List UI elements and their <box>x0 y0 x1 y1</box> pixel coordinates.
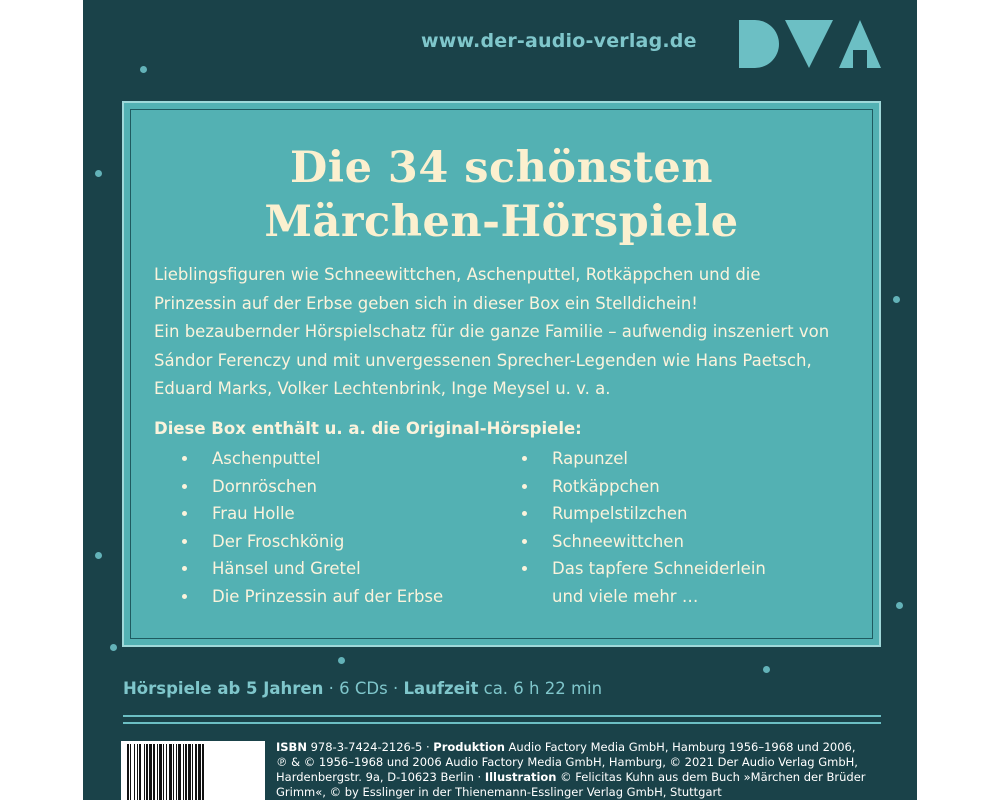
divider <box>123 722 881 724</box>
list-item-more: und viele mehr … <box>552 586 699 606</box>
barcode-bar <box>139 744 141 800</box>
barcode-bar <box>157 744 158 800</box>
legal-line: ℗ & © 1956–1968 und 2006 Audio Factory Media GmbH, Hamburg, © 2021 Der Audio Verlag GmbH, <box>276 755 858 769</box>
list-item: Dornröschen <box>172 473 443 501</box>
list-item: Rumpelstilzchen <box>512 500 766 528</box>
story-list-right <box>512 445 766 610</box>
list-item: Frau Holle <box>172 500 443 528</box>
description <box>154 261 854 404</box>
runtime-value: ca. 6 h 22 min <box>478 679 603 698</box>
barcode-bar <box>144 744 145 800</box>
bullet-icon <box>522 539 527 544</box>
bullet-icon <box>522 511 527 516</box>
legal-line: Grimm«, © by Esslinger in der Thienemann-Esslinger Verlag GmbH, Stuttgart <box>276 785 722 799</box>
box-contents-heading: Diese Box enthält u. a. die Original-Hörspiele: <box>154 419 582 438</box>
legal-line: Hardenbergstr. 9a, D-10623 Berlin · Illustration © Felicitas Kuhn aus dem Buch »Märchen der Brüder <box>276 770 866 784</box>
list-item: Hänsel und Gretel <box>172 555 443 583</box>
star-dot <box>95 552 102 559</box>
bullet-icon <box>522 456 527 461</box>
barcode-bar <box>185 744 187 800</box>
description-line: Ein bezaubernder Hörspielschatz für die ganze Familie – aufwendig inszeniert von <box>154 322 830 341</box>
barcode-bar <box>195 744 197 800</box>
barcode-icon <box>121 741 265 800</box>
bullet-icon <box>182 511 187 516</box>
title-line: Die 34 schönsten <box>289 143 714 193</box>
barcode-bar <box>188 744 191 800</box>
list-item: Schneewittchen <box>512 528 766 556</box>
bullet-icon <box>522 484 527 489</box>
cover-title <box>124 141 879 249</box>
barcode-bar <box>178 744 181 800</box>
bullet-icon <box>522 566 527 571</box>
list-item: Die Prinzessin auf der Erbse <box>172 583 443 611</box>
description-line: Sándor Ferenczy und mit unvergessenen Sprecher-Legenden wie Hans Paetsch, <box>154 350 812 370</box>
bullet-icon <box>182 456 187 461</box>
barcode-bar <box>127 744 129 800</box>
bullet-icon <box>182 484 187 489</box>
legal-line: ISBN 978-3-7424-2126-5 · Produktion Audio Factory Media GmbH, Hamburg 1956–1968 und 2006, <box>276 740 856 754</box>
bullet-icon <box>182 539 187 544</box>
star-dot <box>763 666 770 673</box>
bullet-icon <box>182 566 187 571</box>
barcode-bar <box>146 744 148 800</box>
barcode-bar <box>159 744 162 800</box>
barcode-bar <box>176 744 177 800</box>
barcode-bar <box>153 744 155 800</box>
bullet-icon <box>182 594 187 599</box>
title-line: Märchen-Hörspiele <box>264 197 739 247</box>
barcode-bar <box>169 744 172 800</box>
barcode-bar <box>134 744 135 800</box>
barcode-bar <box>192 744 193 800</box>
barcode-bar <box>149 744 152 800</box>
star-dot <box>338 657 345 664</box>
barcode-bar <box>137 744 138 800</box>
star-dot <box>95 170 102 177</box>
star-dot <box>110 644 117 651</box>
barcode-bar <box>173 744 174 800</box>
star-dot <box>140 66 147 73</box>
content-panel <box>122 101 881 647</box>
runtime-label: Laufzeit <box>403 679 479 698</box>
list-item: Aschenputtel <box>172 445 443 473</box>
description-line: Prinzessin auf der Erbse geben sich in dieser Box ein Stelldichein! <box>154 293 698 313</box>
legal-text <box>276 740 906 800</box>
list-item: Das tapfere Schneiderlein <box>512 555 766 583</box>
age-rating: Hörspiele ab 5 Jahren <box>123 679 324 698</box>
barcode-bar <box>130 744 131 800</box>
list-item: Der Froschkönig <box>172 528 443 556</box>
cd-count: 6 CDs <box>339 679 388 698</box>
star-dot <box>896 602 903 609</box>
divider <box>123 715 881 717</box>
barcode-bar <box>166 744 167 800</box>
cd-back-cover <box>83 0 917 800</box>
dav-logo-icon <box>739 20 881 68</box>
publisher-url[interactable]: www.der-audio-verlag.de <box>421 30 697 52</box>
list-item: Rotkäppchen <box>512 473 766 501</box>
barcode-bar <box>183 744 184 800</box>
barcode-bar <box>202 744 204 800</box>
list-item: Rapunzel <box>512 445 766 473</box>
product-info: Hörspiele ab 5 Jahren · 6 CDs · Laufzeit ca. 6 h 22 min <box>123 679 603 698</box>
barcode-bar <box>198 744 201 800</box>
description-line: Eduard Marks, Volker Lechtenbrink, Inge Meysel u. v. a. <box>154 379 611 398</box>
star-dot <box>893 296 900 303</box>
barcode-bar <box>163 744 164 800</box>
description-line: Lieblingsfiguren wie Schneewittchen, Aschenputtel, Rotkäppchen und die <box>154 265 761 284</box>
story-list-left <box>172 445 443 610</box>
